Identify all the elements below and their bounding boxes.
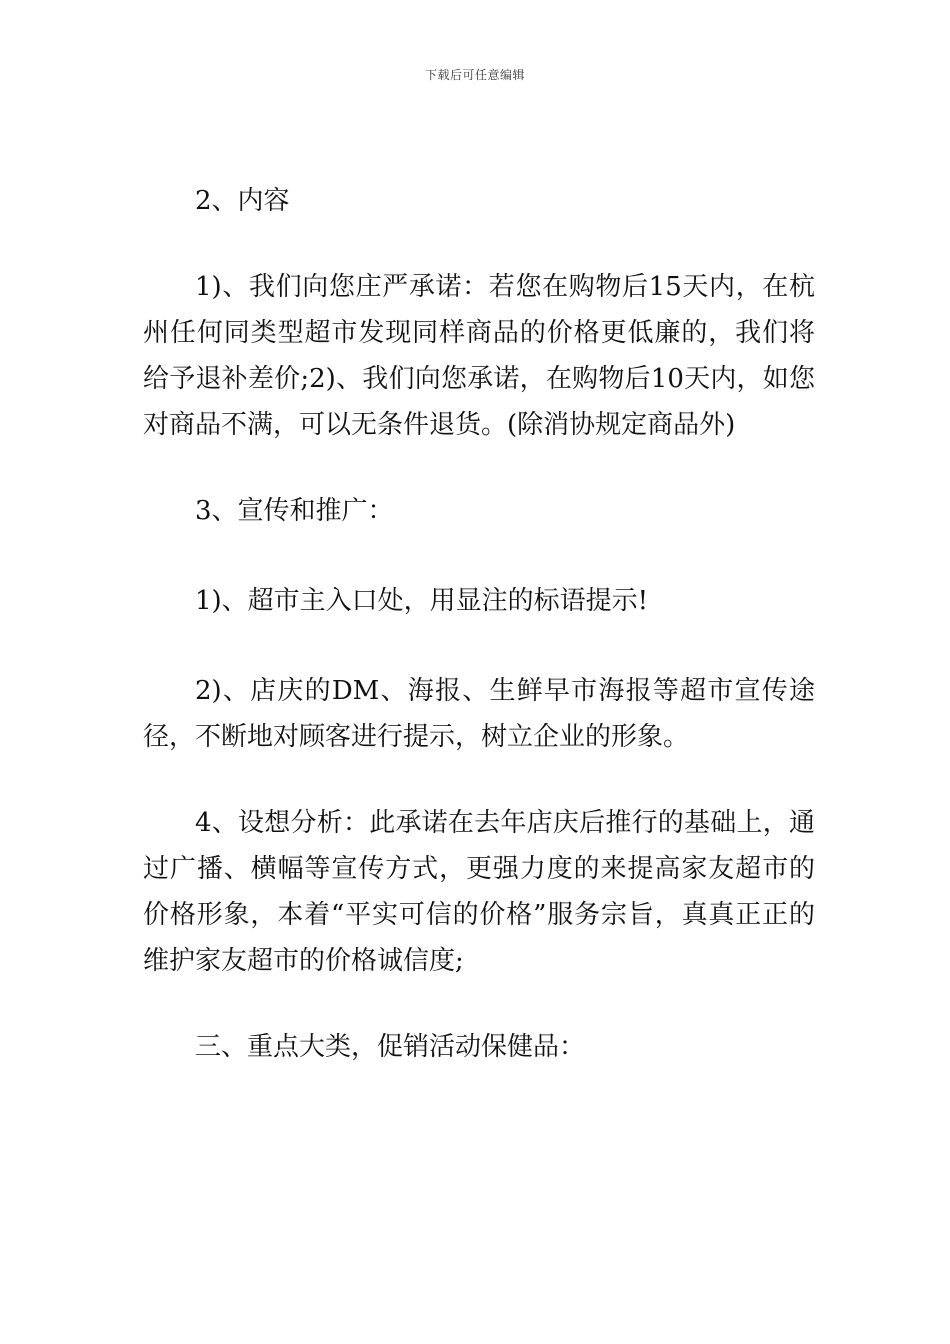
section-heading-promotion: 3、宣传和推广： xyxy=(195,496,394,526)
section-heading-content: 2、内容 xyxy=(195,186,290,216)
page-header: 下载后可任意编辑 xyxy=(424,68,525,82)
paragraph-dm-posters: 2)、店庆的DM、海报、生鲜早市海报等超市宣传途径，不断地对顾客进行提示，树立企业的形象。 xyxy=(143,676,815,752)
paragraph-entrance-slogan: 1)、超市主入口处，用显注的标语提示! xyxy=(195,586,649,616)
section-heading-key-categories: 三、重点大类，促销活动保健品： xyxy=(195,1032,586,1062)
paragraph-promise: 1)、我们向您庄严承诺：若您在购物后15天内，在杭州任何同类型超市发现同样商品的价格更低廉的，我们将给予退补差价;2)、我们向您承诺，在购物后10天内，如您对商品不满，可以无条件退货。(除消协规定商品外) xyxy=(143,272,815,440)
paragraph-analysis: 4、设想分析：此承诺在去年店庆后推行的基础上，通过广播、横幅等宣传方式，更强力度的来提高家友超市的价格形象，本着“平实可信的价格”服务宗旨，真真正正的维护家友超市的价格诚信度; xyxy=(143,808,815,976)
document-body xyxy=(143,178,815,1070)
